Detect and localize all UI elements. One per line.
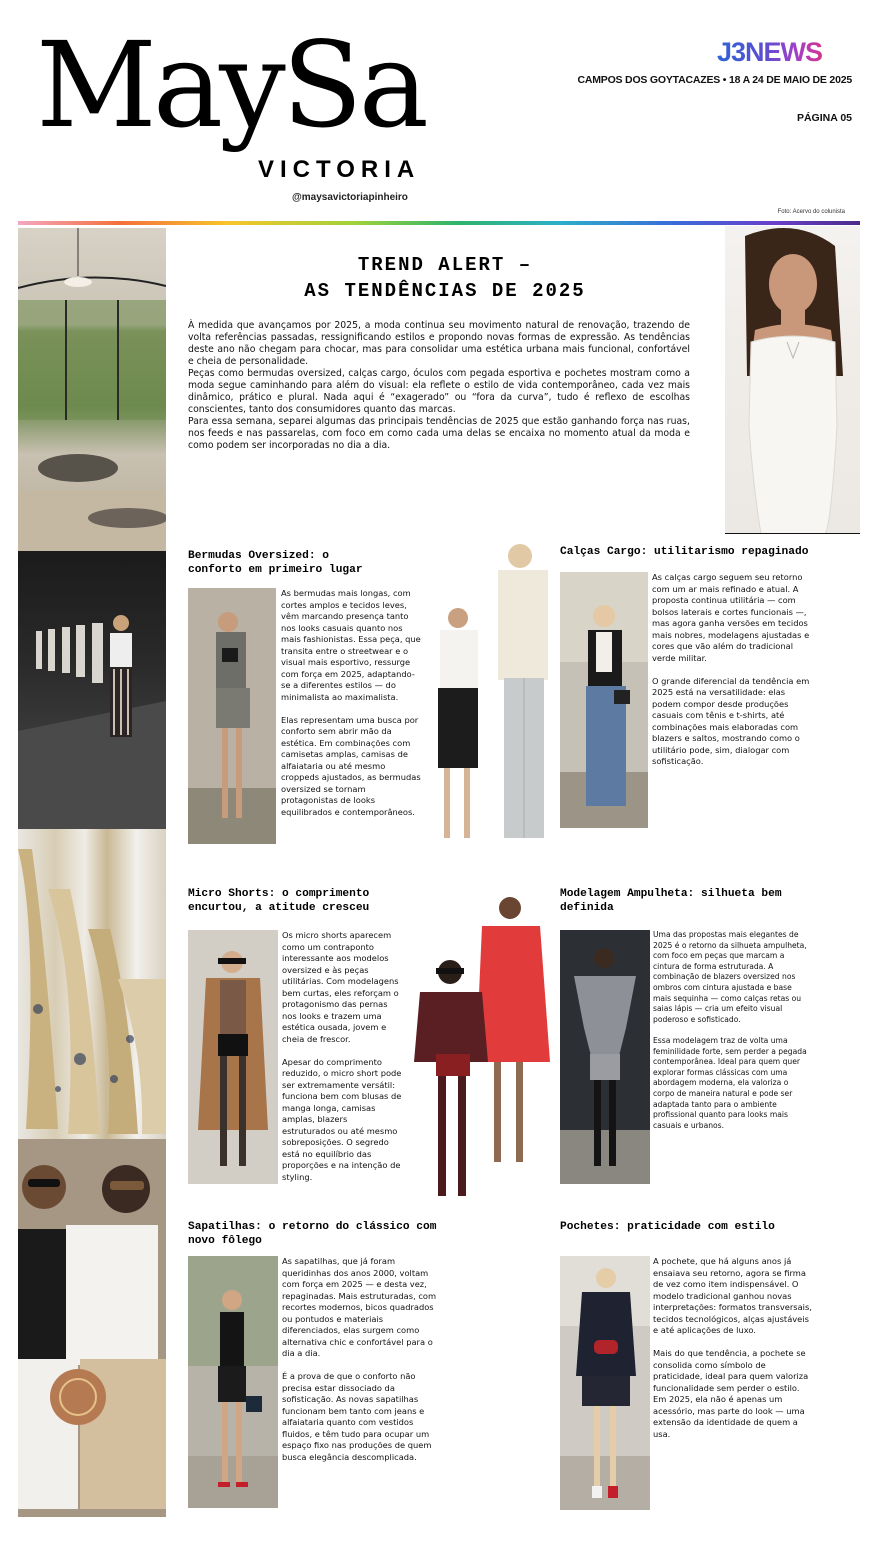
article-body-micro <box>282 930 402 1195</box>
columnist-photo <box>725 226 860 534</box>
micro-paragraph-2: Apesar do comprimento reduzido, o micro short pode ser extremamente versátil: funciona bem com blusas de manga longa, camisas amplas, blazers estruturados ou até mesmo sobreposições. O segredo está no equilíbrio das proporções e na intenção de styling. <box>282 1056 402 1182</box>
newspaper-logo-text: J3NEWS <box>717 36 823 67</box>
street-style-photo <box>18 1139 166 1517</box>
photo-credit: Foto: Acervo do colunista <box>777 209 845 215</box>
bermudas-paragraph-1: As bermudas mais longas, com cortes amplos e tecidos leves, vêm marcando presença tanto nos looks casuais quanto nos mais fashionistas. Essa peça, que transita entre o streetwear e o visual mais esportivo, ressurge com força em 2025, adaptando-se a diferentes estilos — do minimalista ao maximalista. <box>281 588 421 702</box>
article-body-sapatilhas <box>282 1256 444 1475</box>
intro-text <box>188 320 690 452</box>
article-title-ampulheta: Modelagem Ampulheta: silhueta bem definida <box>560 888 782 914</box>
article-body-pochetes <box>653 1256 813 1452</box>
page-title <box>190 252 700 304</box>
micro-shorts-cutout-photo <box>410 892 555 1210</box>
article-body-bermudas <box>281 588 423 830</box>
hourglass-runway-photo <box>560 930 650 1184</box>
article-title-cargo: Calças Cargo: utilitarismo repaginado <box>560 546 809 558</box>
cargo-cutout-photo <box>418 538 556 850</box>
ampulheta-paragraph-1: Uma das propostas mais elegantes de 2025 é o retorno da silhueta ampulheta, com foco em peças que marcam a cintura de forma estruturada. A combinação de blazers oversized nos ombros com cintura ajustada e base mais sequinha — como calças retas ou saias lápis — cria um efeito visual poderoso e sofisticado. <box>653 930 807 1024</box>
bermudas-street-photo <box>188 588 276 844</box>
intro-paragraph-2: Peças como bermudas oversized, calças cargo, óculos com pegada esportiva e pochetes mostram como a moda segue caminhando para além do visual: ela reflete o estilo de vida contemporâneo, cada vez mais dinâmico, prático e plural. Nada aqui é “exagerado” ou “fora da curva”, tudo é reflexo de escolhas conscientes, tanto dos consumidores quanto das marcas. <box>188 368 690 415</box>
instagram-handle[interactable]: @maysavictoriapinheiro <box>292 192 408 203</box>
hero-divider <box>725 533 860 534</box>
column-logo-subtitle: VICTORIA <box>258 156 421 183</box>
bermudas-paragraph-2: Elas representam uma busca por conforto sem abrir mão da estética. Em combinações com camisetas amplas, camisas de alfaiataria ou até mesmo croppeds ajustados, as bermudas oversized se tornam protagonistas de looks equilibrados e contemporâneos. <box>281 714 421 817</box>
belt-bag-street-photo <box>560 1256 650 1510</box>
micro-shorts-street-photo <box>188 930 278 1184</box>
pochetes-paragraph-1: A pochete, que há alguns anos já ensaiava seu retorno, agora se firma de vez como item indispensável. O modelo tradicional ganhou novas interpretações: formatos transversais, tecidos tecnológicos, alças ajustáveis e até aplicações de luxo. <box>653 1256 812 1335</box>
pochetes-paragraph-2: Mais do que tendência, a pochete se consolida como símbolo de praticidade, ideal para quem valoriza funcionalidade sem perder o estilo. Em 2025, ela não é apenas um acessório, mas parte do look — uma extensão da identidade de quem a usa. <box>653 1348 809 1439</box>
rainbow-divider <box>18 221 860 225</box>
page-number: PÁGINA 05 <box>796 112 852 124</box>
interior-photo <box>18 228 166 551</box>
intro-paragraph-3: Para essa semana, separei algumas das principais tendências de 2025 que estão ganhando força nas ruas, nos feeds e nas passarelas, com foco em como cada uma delas se encaixa no momento atual da moda e como podem ser incorporadas no dia a dia. <box>188 416 690 451</box>
title-line-2: AS TENDÊNCIAS DE 2025 <box>304 280 586 302</box>
micro-paragraph-1: Os micro shorts aparecem como um contraponto interessante aos modelos oversized e às peças utilitárias. Com modelagens bem curtas, eles reforçam o protagonismo das pernas nos looks e trazem uma estética ousada, jovem e cheia de frescor. <box>282 930 399 1044</box>
article-title-pochetes: Pochetes: praticidade com estilo <box>560 1221 775 1233</box>
article-body-ampulheta <box>653 930 811 1142</box>
ballet-flats-street-photo <box>188 1256 278 1508</box>
title-line-1: TREND ALERT – <box>357 254 533 276</box>
article-body-cargo <box>652 572 812 779</box>
newspaper-logo <box>717 38 854 66</box>
cargo-street-photo <box>560 572 648 828</box>
article-title-micro: Micro Shorts: o comprimento encurtou, a atitude cresceu <box>188 888 370 914</box>
sapatilhas-paragraph-1: As sapatilhas, que já foram queridinhas dos anos 2000, voltam com força em 2025 — e desta vez, repaginadas. Mais estruturadas, com recortes modernos, bicos quadrados ou pontudos e materiais diferenciados, elas surgem como alternativa chic e confortável para o dia a dia. <box>282 1256 437 1358</box>
article-title-bermudas: Bermudas Oversized: o conforto em primeiro lugar <box>188 550 363 576</box>
sapatilhas-paragraph-2: É a prova de que o conforto não precisa estar dissociado da sofisticação. As novas sapatilhas funcionam bem tanto com jeans e alfaiataria quanto com vestidos fluidos, e têm tudo para ocupar um espaço fixo nas produções de quem busca elegância descomplicada. <box>282 1371 432 1462</box>
article-title-sapatilhas: Sapatilhas: o retorno do clássico com novo fôlego <box>188 1221 437 1247</box>
cargo-paragraph-2: O grande diferencial da tendência em 2025 está na versatilidade: elas podem compor desde produções casuais com tênis e t-shirts, até combinações mais elaboradas com blazers e saltos, mostrando como o utilitário pode, sim, dialogar com sofisticação. <box>652 675 810 766</box>
cargo-paragraph-1: As calças cargo seguem seu retorno com um ar mais refinado e atual. A proposta continua utilitária — com bolsos laterais e cortes funcionais —, mas agora ganha versões em tecidos mais nobres, modelagens ajustadas e cores que vão além do tradicional verde militar. <box>652 572 810 663</box>
dateline: CAMPOS DOS GOYTACAZES • 18 A 24 DE MAIO DE 2025 <box>577 74 852 86</box>
ampulheta-paragraph-2: Essa modelagem traz de volta uma feminilidade forte, sem perder a pegada contemporânea. Ideal para quem quer explorar formas clássicas com uma abordagem moderna, ela valoriza o corpo de maneira natural e pode ser adaptada tanto para o ambiente profissional quanto para looks mais casuais e urbanos. <box>653 1035 807 1130</box>
column-logo: MaySa <box>36 16 426 154</box>
intro-paragraph-1: À medida que avançamos por 2025, a moda continua seu movimento natural de renovação, trazendo de volta referências passadas, ressignificando estilos e propondo novas formas de expressão. As tendências deste ano não chegam para chocar, mas para consolidar uma estética urbana mais funcional, confortável e cheia de personalidade. <box>188 320 690 367</box>
fabric-photo <box>18 829 166 1139</box>
runway-photo <box>18 551 166 829</box>
